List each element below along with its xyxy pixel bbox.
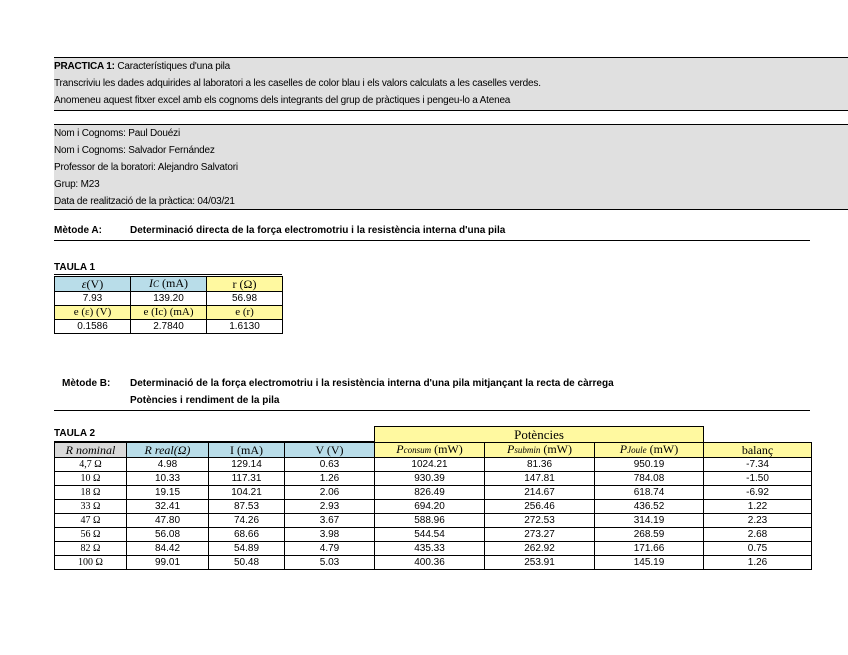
cell-current: 87.53 — [209, 500, 285, 514]
cell-p-consum: 400.36 — [375, 556, 485, 570]
taula2-spacer — [55, 427, 375, 443]
emf-symbol: ε — [81, 276, 87, 291]
cell-r-nominal: 56 Ω — [55, 528, 127, 542]
cell-voltage: 2.06 — [285, 486, 375, 500]
practice-date: Data de realització de la pràctica: 04/03/21 — [54, 196, 235, 207]
cell-p-submin: 262.92 — [485, 542, 595, 556]
taula1-error-emf: 0.1586 — [55, 320, 131, 334]
instructions-line-2: Anomeneu aquest fitxer excel amb els cognoms dels integrants del grup de pràctiques i pengeu-lo a Atenea — [54, 95, 511, 106]
cell-p-submin: 273.27 — [485, 528, 595, 542]
cell-p-joule: 784.08 — [595, 472, 704, 486]
cell-p-joule: 268.59 — [595, 528, 704, 542]
table-row — [55, 486, 812, 500]
r-real-label: R real(Ω) — [144, 442, 191, 457]
student-info — [54, 124, 848, 210]
method-b-subtitle: Potències i rendiment de la pila — [130, 395, 280, 406]
method-b-label: Mètode B: — [62, 378, 111, 389]
table-row — [55, 528, 812, 542]
cell-r-nominal: 18 Ω — [55, 486, 127, 500]
cell-r-nominal: 82 Ω — [55, 542, 127, 556]
taula1 — [54, 276, 283, 334]
cell-p-joule: 314.19 — [595, 514, 704, 528]
cell-balanc: -1.50 — [704, 472, 812, 486]
taula1-header-emf — [55, 277, 131, 292]
p-consum-symbol: P — [396, 442, 404, 456]
cell-balanc: 1.22 — [704, 500, 812, 514]
professor-name: Professor de la boratori: Alejandro Salvatori — [54, 162, 238, 173]
cell-current: 129.14 — [209, 458, 285, 472]
cell-r-nominal: 47 Ω — [55, 514, 127, 528]
cell-r-nominal: 10 Ω — [55, 472, 127, 486]
table-row — [55, 514, 812, 528]
header-p-submin — [485, 443, 595, 458]
header-p-joule — [595, 443, 704, 458]
taula1-value-resistance: 56.98 — [207, 292, 283, 306]
cell-current: 117.31 — [209, 472, 285, 486]
cell-current: 50.48 — [209, 556, 285, 570]
p-consum-subscript: consum — [403, 445, 432, 455]
taula2-body — [55, 458, 812, 570]
taula1-error-current: 2.7840 — [131, 320, 207, 334]
potencies-header: Potències — [375, 427, 704, 443]
taula2 — [54, 426, 812, 570]
method-a-title: Determinació directa de la força electromotriu i la resistència interna d'una pila — [130, 225, 506, 236]
cell-r-nominal: 4,7 Ω — [55, 458, 127, 472]
practice-subtitle: Característiques d'una pila — [114, 61, 231, 72]
cell-r-real: 56.08 — [127, 528, 209, 542]
taula1-value-emf: 7.93 — [55, 292, 131, 306]
cell-p-submin: 272.53 — [485, 514, 595, 528]
cell-balanc: 1.26 — [704, 556, 812, 570]
p-joule-subscript: Joule — [627, 445, 647, 455]
cell-voltage: 3.67 — [285, 514, 375, 528]
cell-voltage: 5.03 — [285, 556, 375, 570]
taula1-value-current: 139.20 — [131, 292, 207, 306]
p-joule-symbol: P — [619, 442, 628, 456]
header-p-consum — [375, 443, 485, 458]
cell-p-consum: 826.49 — [375, 486, 485, 500]
taula2-title: TAULA 2 — [54, 428, 96, 439]
cell-balanc: 0.75 — [704, 542, 812, 556]
cell-voltage: 3.98 — [285, 528, 375, 542]
p-joule-unit: (mW) — [646, 442, 679, 456]
method-a-label: Mètode A: — [54, 225, 102, 236]
taula1-error-header-resistance: e (r) — [207, 306, 283, 320]
cell-p-submin: 147.81 — [485, 472, 595, 486]
cell-current: 104.21 — [209, 486, 285, 500]
cell-r-real: 99.01 — [127, 556, 209, 570]
cell-p-joule: 618.74 — [595, 486, 704, 500]
method-b-title: Determinació de la força electromotriu i la resistència interna d'una pila mitjançant la recta de càrrega — [130, 378, 614, 389]
header-voltage: V (V) — [285, 443, 375, 458]
cell-p-consum: 1024.21 — [375, 458, 485, 472]
p-submin-symbol: P — [506, 442, 515, 456]
cell-p-consum: 694.20 — [375, 500, 485, 514]
cell-p-consum: 588.96 — [375, 514, 485, 528]
cell-balanc: -7.34 — [704, 458, 812, 472]
header-r-nominal: R nominal — [55, 443, 127, 458]
cell-balanc: -6.92 — [704, 486, 812, 500]
p-submin-unit: (mW) — [540, 442, 572, 456]
cell-p-consum: 435.33 — [375, 542, 485, 556]
p-submin-subscript: submin — [514, 445, 541, 455]
table-row — [55, 500, 812, 514]
cell-p-submin: 253.91 — [485, 556, 595, 570]
cell-r-nominal: 100 Ω — [55, 556, 127, 570]
table-row — [55, 556, 812, 570]
table-row — [55, 458, 812, 472]
divider — [54, 240, 810, 241]
group-label: Grup: M23 — [54, 179, 100, 190]
cell-p-submin: 214.67 — [485, 486, 595, 500]
cell-balanc: 2.23 — [704, 514, 812, 528]
taula1-header-current — [131, 277, 207, 292]
cell-current: 74.26 — [209, 514, 285, 528]
header-r-real — [127, 443, 209, 458]
cell-voltage: 0.63 — [285, 458, 375, 472]
cell-voltage: 4.79 — [285, 542, 375, 556]
cell-p-consum: 544.54 — [375, 528, 485, 542]
p-consum-unit: (mW) — [431, 442, 463, 456]
cell-r-real: 84.42 — [127, 542, 209, 556]
cell-p-consum: 930.39 — [375, 472, 485, 486]
cell-r-real: 4.98 — [127, 458, 209, 472]
cell-r-real: 10.33 — [127, 472, 209, 486]
cell-p-joule: 436.52 — [595, 500, 704, 514]
practice-title-line — [54, 58, 230, 75]
student-name-1: Nom i Cognoms: Paul Douézi — [54, 128, 180, 139]
cell-r-real: 19.15 — [127, 486, 209, 500]
table-row — [55, 472, 812, 486]
taula1-error-header-current: e (Ic) (mA) — [131, 306, 207, 320]
cell-p-submin: 256.46 — [485, 500, 595, 514]
cell-balanc: 2.68 — [704, 528, 812, 542]
cell-r-real: 47.80 — [127, 514, 209, 528]
practice-title: PRACTICA 1: — [54, 61, 115, 72]
practice-header — [54, 57, 848, 111]
taula1-header-resistance: r (Ω) — [207, 277, 283, 292]
table-row — [55, 542, 812, 556]
taula2-spacer — [704, 427, 812, 443]
cell-p-submin: 81.36 — [485, 458, 595, 472]
emf-unit: (V) — [86, 276, 104, 291]
instructions-line-1: Transcriviu les dades adquirides al laboratori a les caselles de color blau i els valors calculats a les caselles verdes. — [54, 78, 541, 89]
header-current: I (mA) — [209, 443, 285, 458]
cell-p-joule: 171.66 — [595, 542, 704, 556]
cell-voltage: 2.93 — [285, 500, 375, 514]
header-balanc: balanç — [704, 443, 812, 458]
current-unit: (mA) — [159, 276, 188, 290]
divider — [54, 410, 810, 411]
cell-p-joule: 950.19 — [595, 458, 704, 472]
cell-r-real: 32.41 — [127, 500, 209, 514]
current-symbol: I — [148, 276, 153, 290]
current-subscript: C — [152, 279, 159, 289]
cell-current: 68.66 — [209, 528, 285, 542]
taula1-error-resistance: 1.6130 — [207, 320, 283, 334]
cell-voltage: 1.26 — [285, 472, 375, 486]
cell-r-nominal: 33 Ω — [55, 500, 127, 514]
taula1-error-header-emf: e (ε) (V) — [55, 306, 131, 320]
cell-p-joule: 145.19 — [595, 556, 704, 570]
student-name-2: Nom i Cognoms: Salvador Fernández — [54, 145, 215, 156]
cell-current: 54.89 — [209, 542, 285, 556]
taula1-title: TAULA 1 — [54, 262, 96, 273]
divider — [54, 274, 282, 275]
